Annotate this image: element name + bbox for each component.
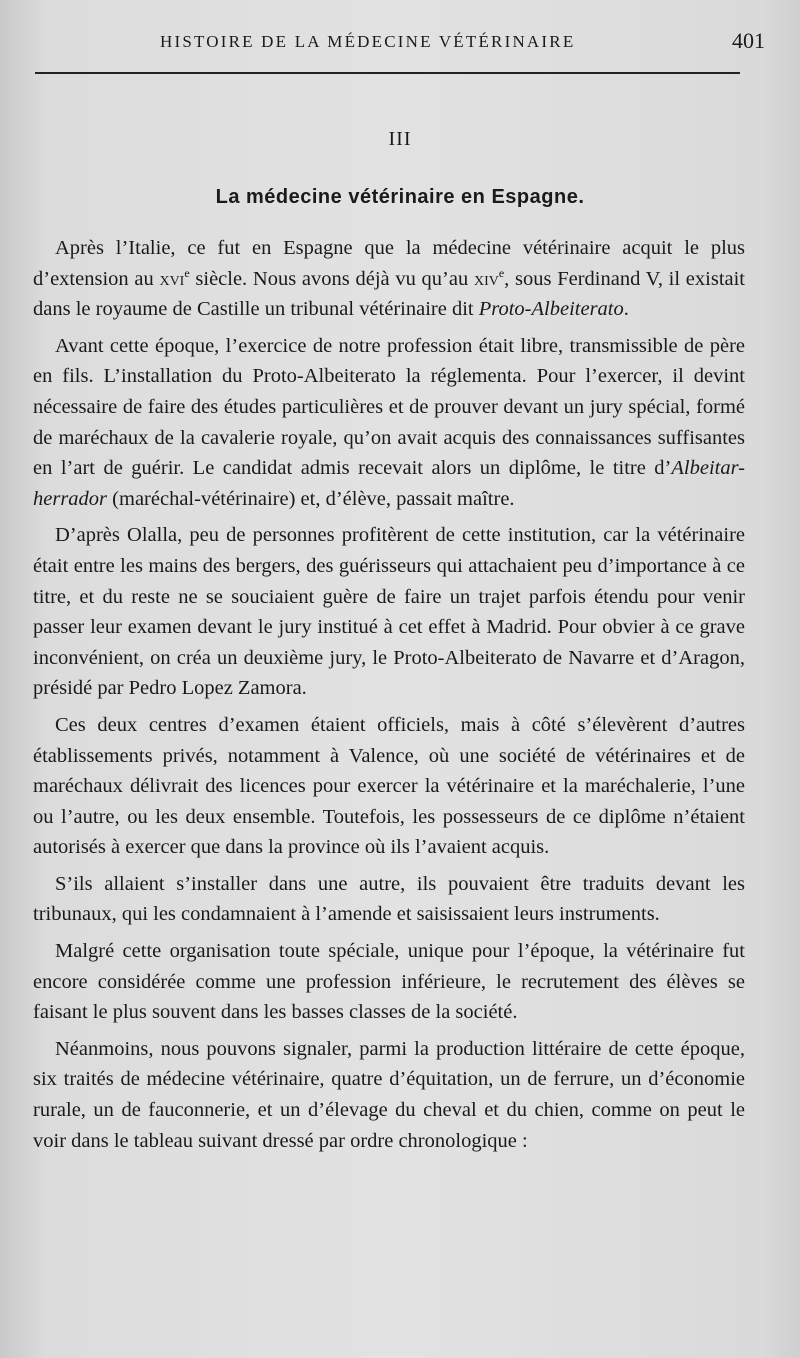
century-16-sup: e	[184, 265, 190, 280]
century-14: xiv	[473, 267, 499, 290]
century-16: xvi	[159, 267, 185, 290]
body-text	[33, 233, 745, 1156]
paragraph-1-text-a: Après l’Italie, ce fut en Espagne que la médecine vétérinaire acquit le plus d’extension au	[33, 237, 745, 290]
paragraph-1-text-c: , sous Ferdinand V, il existait dans le royaume de Castille un tribunal vétérinaire dit	[33, 267, 746, 321]
section-title: La médecine vétérinaire en Espagne.	[215, 186, 585, 208]
paragraph-2-text-a: Avant cette époque, l’exercice de notre profession était libre, transmissible de père en fils. L’installation du Proto-Albeiterato la réglementa. Pour l’exercer, il devint nécessaire de faire des études particulières et de prouver devant un jury spécial, formé de maréchaux de la cavalerie royale, qu’on avait acquis des connaissances suffisantes en l’art de guérir. Le candidat admis recevait alors un diplôme, le titre d’	[33, 334, 745, 480]
paragraph-4: Ces deux centres d’examen étaient officiels, mais à côté s’élevèrent d’autres établissements privés, notamment à Valence, où une société de vétérinaires et de maréchaux délivrait des licences pour exercer la vétérinaire et la maréchalerie, l’une ou l’autre, ou les deux ensemble. Toutefois, les possesseurs de ce diplôme n’étaient autorisés à exercer que dans la province où ils l’avaient acquis.	[33, 713, 745, 859]
proto-albeiterato-term: Proto-Albeiterato	[478, 298, 624, 321]
paragraph-5: S’ils allaient s’installer dans une autre, ils pouvaient être traduits devant les tribunaux, qui les condamnaient à l’amende et saisissaient leurs instruments.	[33, 872, 745, 926]
running-title: HISTOIRE DE LA MÉDECINE VÉTÉRINAIRE	[160, 32, 576, 51]
paragraph-2	[33, 331, 745, 515]
paragraph-6: Malgré cette organisation toute spéciale, unique pour l’époque, la vétérinaire fut encore considérée comme une profession inférieure, le recrutement des élèves se faisant le plus souvent dans les basses classes de la société.	[33, 940, 745, 1024]
running-header	[35, 28, 765, 60]
header-rule	[35, 72, 740, 74]
paragraph-1-text-b: siècle. Nous avons déjà vu qu’au	[189, 267, 474, 290]
paragraph-1	[33, 233, 745, 325]
paragraph-7: Néanmoins, nous pouvons signaler, parmi la production littéraire de cette époque, six traités de médecine vétérinaire, quatre d’équitation, un de ferrure, un d’économie rurale, un de fauconnerie, et un d’élevage du cheval et du chien, comme on peut le voir dans le tableau suivant dressé par ordre chronologique :	[33, 1037, 745, 1152]
paragraph-1-text-d: .	[623, 298, 629, 321]
paragraph-2-text-b: (maréchal-vétérinaire) et, d’élève, passait maître.	[107, 487, 515, 510]
paragraph-3: D’après Olalla, peu de personnes profitèrent de cette institution, car la vétérinaire était entre les mains des bergers, des guérisseurs qui attachaient peu d’importance à ce titre, et du reste ne se souciaient guère de faire un trajet parfois étendu pour venir passer leur examen devant le jury institué à cet effet à Madrid. Pour obvier à ce grave inconvénient, on créa un deuxième jury, le Proto-Albeiterato de Navarre et d’Aragon, présidé par Pedro Lopez Zamora.	[33, 524, 745, 700]
section-number: III	[388, 128, 412, 150]
century-14-sup: e	[498, 265, 505, 280]
page-number: 401	[732, 28, 765, 53]
albeitar-herrador-term: Albeitar-herrador	[33, 457, 745, 510]
